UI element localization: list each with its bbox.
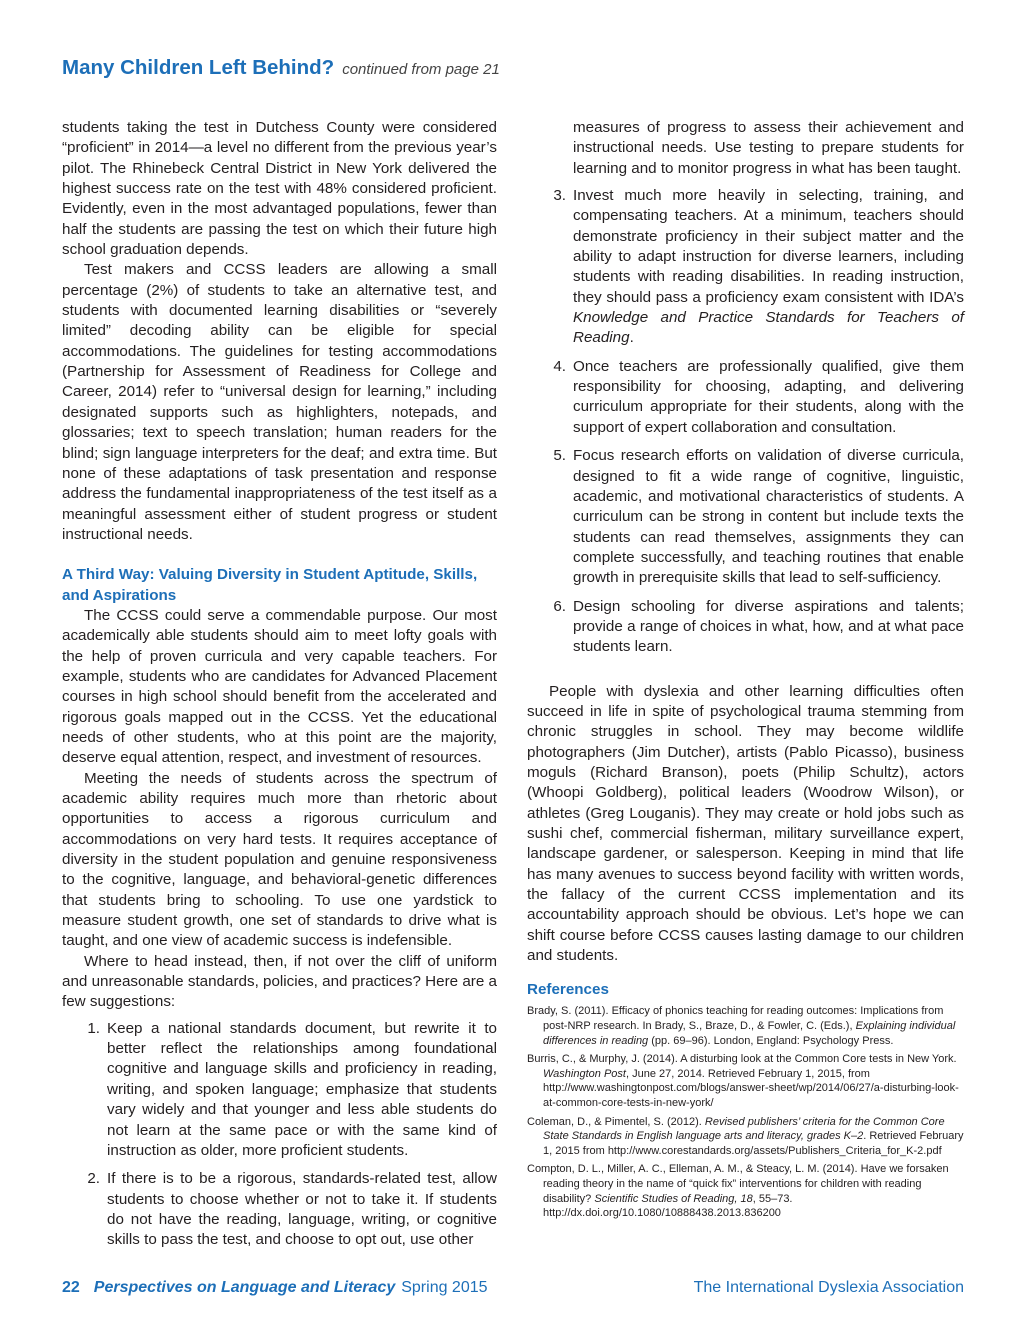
reference-link[interactable]: , 55–73. http://dx.doi.org/10.1080/10888438.2013.836200 [543, 1192, 793, 1220]
reference-link[interactable]: . Retrieved February 1, 2015 from http://www.corestandards.org/assets/Publishers_Criteria_for_K-2.pdf [543, 1130, 964, 1157]
list-text-italic: Knowledge and Practice Standards for Teachers of Reading [573, 309, 964, 347]
list-number: 1. [87, 1019, 100, 1037]
list-item [62, 1019, 497, 1161]
list-continuation: measures of progress to assess their achievement and instructional needs. Use testing to prepare students for learning and to monitor progress in what has been taught. [573, 119, 964, 177]
list-text-end: . [629, 329, 634, 347]
reference-text: Compton, D. L., Miller, A. C., Elleman, A. M., & Steacy, L. M. (2014). Have we forsaken reading theory in the name of “quick fix” interventions for children with reading disability? [527, 1163, 949, 1205]
list-text: Once teachers are professionally qualified, give them responsibility for choosing, adapting, and delivering curriculum appropriate for their students, along with the support of expert collaboration and consultation. [573, 357, 964, 436]
list-item [527, 597, 964, 658]
section-heading: A Third Way: Valuing Diversity in Student Aptitude, Skills, and Aspirations [62, 566, 478, 604]
paragraph: People with dyslexia and other learning difficulties often succeed in life in spite of psychological trauma stemming from chronic struggles in school. They may become wildlife photographers (Jim Dutcher), artists (Pablo Picasso), business moguls (Richard Branson), poets (Philip Schultz), actors (Whoopi Goldberg), political leaders (Woodrow Wilson), or athletes (Greg Louganis). They may create or hold jobs such as sushi chef, commercial fisherman, military surveillance expert, landscape gardener, or salesperson. Keeping in mind that life has many avenues to success beyond facility with written words, the fallacy of the current CCSS implementation and its accountability approach should be obvious. Let’s hope we can shift course before CCSS causes lasting damage to our children and students. [527, 682, 964, 965]
reference-text: Burris, C., & Murphy, J. (2014). A disturbing look at the Common Core tests in New York. [527, 1053, 957, 1066]
organization-name: The International Dyslexia Association [693, 1279, 964, 1296]
issue-season: Spring 2015 [401, 1279, 488, 1296]
reference-entry [527, 1004, 964, 1048]
reference-entry [527, 1162, 964, 1220]
list-number: 6. [553, 597, 566, 615]
list-text: Invest much more heavily in selecting, training, and compensating teachers. At a minimum, teachers should demonstrate proficiency in their subject matter and the ability to adapt instruction for diverse learners, including students with reading disabilities. In reading instruction, they should pass a proficiency exam consistent with IDA’s [573, 187, 964, 306]
reference-text: Coleman, D., & Pimentel, S. (2012). [527, 1115, 705, 1128]
reference-text: Brady, S. (2011). Efficacy of phonics teaching for reading outcomes: Implications from post-NRP research. In Brady, S., Braze, D., & Fowler, C. (Eds.), [527, 1005, 944, 1032]
reference-entry [527, 1115, 964, 1159]
paragraph: Test makers and CCSS leaders are allowing a small percentage (2%) of students to take an alternative test, and students with documented learning disabilities or “severely limited” decoding ability can be eligible for special accommodations. The guidelines for testing accommodations (Partnership for Assessment of Readiness for College and Career, 2014) refer to “universal design for learning,” including designated supports such as highlighters, notepads, and glossaries; text to speech translation; human readers for the blind; sign language interpreters for the deaf; and extra time. But none of these adaptations of task presentation and response address the fundamental inappropriateness of the test itself as a meaningful assessment either of student progress or student instructional needs. [62, 261, 497, 543]
paragraph: Where to head instead, then, if not over the cliff of uniform and unreasonable standards, policies, and practices? Here are a few suggestions: [62, 952, 497, 1011]
continued-note: continued from page 21 [342, 61, 500, 78]
list-text: Design schooling for diverse aspirations and talents; provide a range of choices in what, how, and at what pace students learn. [573, 597, 964, 656]
paragraph: Meeting the needs of students across the spectrum of academic ability requires much more than rhetoric about opportunities to access a rigorous curriculum and accommodations on very hard tests. It requires acceptance of diversity in the student population and genuine responsiveness to the cognitive, language, and behavioral-genetic differences that students bring to schooling. To use one yardstick to measure student growth, one set of standards to drive what is taught, and one view of academic success is indefensible. [62, 769, 497, 950]
reference-italic: Washington Post [543, 1067, 626, 1080]
running-header [62, 56, 500, 80]
reference-italic: Explaining individual differences in reading [543, 1020, 956, 1047]
reference-entry [527, 1052, 964, 1110]
list-item [62, 1169, 497, 1250]
paragraph: students taking the test in Dutchess County were considered “proficient” in 2014—a level no different from the previous year’s pilot. The Rhinebeck Central District in New York delivered the highest success rate on the test with 48% considered proficient. Evidently, even in the most advantaged populations, fewer than half the students are passing the test on which their future high school graduation depends. [62, 119, 497, 259]
list-number: 2. [87, 1170, 100, 1188]
list-text: If there is to be a rigorous, standards-related test, allow students to choose whether or not to take it. If students do not have the reading, language, writing, or cognitive skills to pass the test, and choose to opt out, use other [107, 1170, 497, 1249]
reference-link[interactable]: , June 27, 2014. Retrieved February 1, 2015, from http://www.washingtonpost.com/blogs/answer-sheet/wp/2014/06/27/a-disturbing-look-at-common-core-tests-in-new-york/ [543, 1067, 959, 1109]
page-number: 22 [62, 1279, 80, 1296]
suggestion-list-continued [527, 186, 964, 658]
suggestion-list [62, 1019, 497, 1251]
reference-italic: Scientific Studies of Reading, 18 [594, 1192, 753, 1205]
list-number: 5. [553, 447, 566, 465]
page-footer [62, 1279, 964, 1297]
paragraph: The CCSS could serve a commendable purpose. Our most academically able students should aim to meet lofty goals with the help of proven curricula and very capable teachers. For example, students who are candidates for Advanced Placement courses in high school should benefit from the accelerated and rigorous goals mapped out in the CCSS. Yet the educational needs of other students, who at this point are the majority, deserve equal attention, respect, and investment of resources. [62, 606, 497, 767]
list-item [527, 186, 964, 349]
reference-text: (pp. 69–96). London, England: Psychology Press. [648, 1034, 894, 1047]
left-column [62, 118, 497, 1259]
list-number: 4. [553, 357, 566, 375]
journal-title: Perspectives on Language and Literacy [93, 1279, 396, 1296]
list-item [527, 357, 964, 438]
list-text: Keep a national standards document, but rewrite it to better reflect the relationships among foundational cognitive and language skills and proficiency in reading, writing, and spoken language; emphasize that students vary widely and that younger and less able students do not learn at the same pace or with the same kind of instruction as older, more proficient students. [107, 1019, 497, 1159]
reference-italic: Revised publishers’ criteria for the Common Core State Standards in English language arts and literacy, grades K–2 [543, 1115, 945, 1143]
references-heading: References [527, 981, 609, 999]
list-number: 3. [553, 187, 566, 205]
list-text: Focus research efforts on validation of diverse curricula, designed to fit a wide range of cognitive, linguistic, academic, and motivational characteristics of students. A curriculum can be strong in content but include texts the students can read themselves, assignments they can complete successfully, and teaching routines that enable growth in prerequisite skills that lead to self-sufficiency. [573, 447, 964, 587]
list-item [527, 446, 964, 588]
right-column [527, 118, 964, 1221]
article-title: Many Children Left Behind? [62, 56, 335, 79]
